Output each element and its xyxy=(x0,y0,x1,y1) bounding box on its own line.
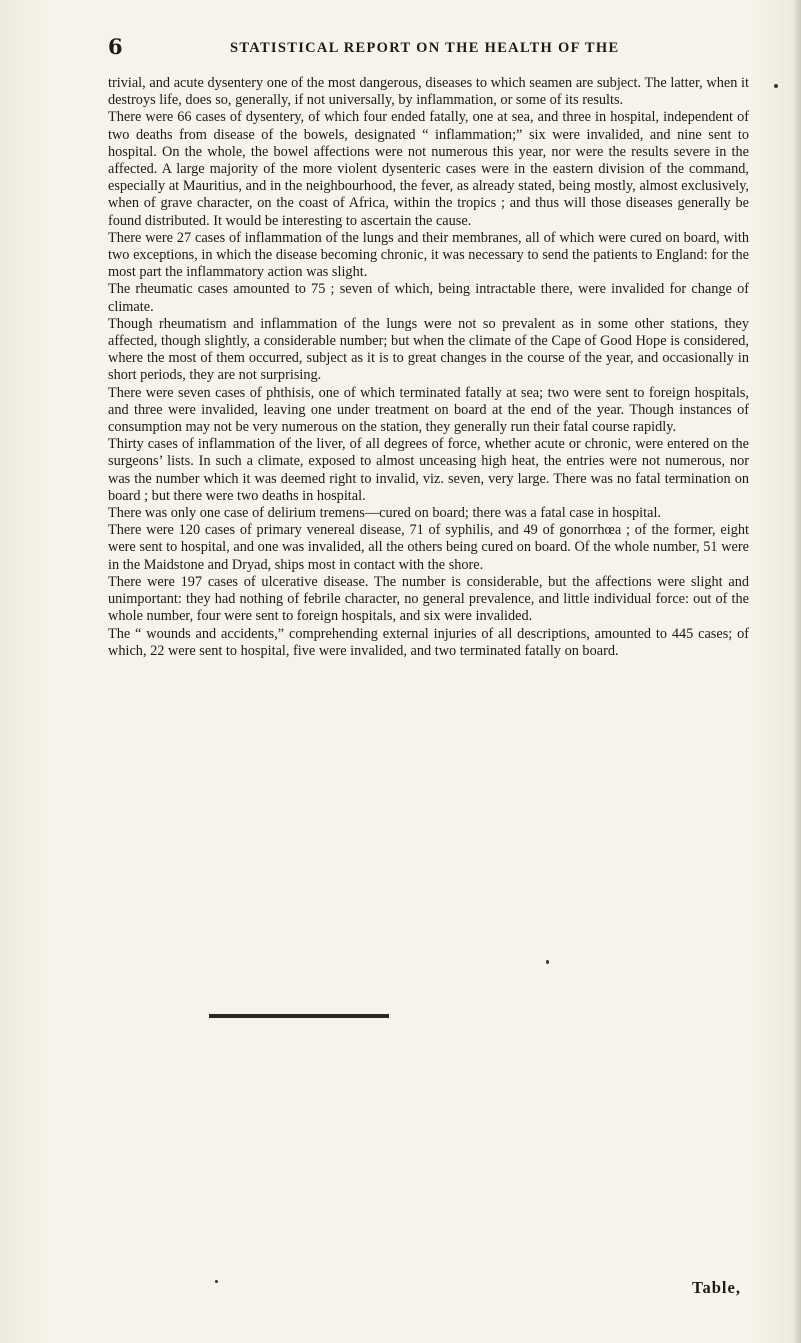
paragraph: There were 27 cases of inflammation of the lungs and their membranes, all of which were cured on board, with two exceptions, in which the disease becoming chronic, it was necessary to send the patients to England: for the most part the inflammatory action was slight. xyxy=(108,229,749,281)
paragraph: The “ wounds and accidents,” comprehending external injuries of all descriptions, amounted to 445 cases; of which, 22 were sent to hospital, five were invalided, and two terminated fatally on board. xyxy=(108,625,749,659)
paragraph: There were 66 cases of dysentery, of which four ended fatally, one at sea, and three in hospital, independent of two deaths from disease of the bowels, designated “ inflammation;” six were invalided, and nine sent to hospital. On the whole, the bowel affections were not numerous this year, nor were the results severe in the affected. A large majority of the more violent dysenteric cases were in the eastern division of the command, especially at Mauritius, and in the neighbourhood, the fever, as already stated, being mostly, almost exclusively, when of grave character, on the coast of Africa, within the tropics ; and thus will those diseases generally be found distributed. It would be interesting to ascertain the cause. xyxy=(108,109,749,229)
ink-speck xyxy=(546,960,549,964)
ink-speck xyxy=(774,84,778,88)
page-number: 6 xyxy=(108,34,123,59)
paragraph: There was only one case of delirium tremens—cured on board; there was a fatal case in hospital. xyxy=(108,505,662,522)
paragraph: There were 197 cases of ulcerative disease. The number is considerable, but the affections were slight and unimportant: they had nothing of febrile character, no general prevalence, and little individual force: out of the whole number, four were sent to foreign hospitals, and six were invalided. xyxy=(108,573,749,625)
paragraph: There were seven cases of phthisis, one of which terminated fatally at sea; two were sent to foreign hospitals, and three were invalided, leaving one under treatment on board at the end of the year. Though instances of consumption may not be very numerous on the station, they generally run their fatal course rapidly. xyxy=(108,384,749,436)
paragraph: Though rheumatism and inflammation of the lungs were not so prevalent as in some other stations, they affected, though slightly, a considerable number; but when the climate of the Cape of Good Hope is considered, where the most of them occurred, subject as it is to great changes in the course of the year, and occasionally in short periods, they are not surprising. xyxy=(108,315,749,384)
paragraph: Thirty cases of inflammation of the liver, of all degrees of force, whether acute or chronic, were entered on the surgeons’ lists. In such a climate, exposed to almost unceasing high heat, the entries were not numerous, nor was the number which it was deemed right to invalid, viz. seven, very large. There was no fatal termination on board ; but there were two deaths in hospital. xyxy=(108,436,749,504)
paragraph: There were 120 cases of primary venereal disease, 71 of syphilis, and 49 of gonorrhœa ; of the former, eight were sent to hospital, and one was invalided, all the others being cured on board. Of the whole number, 51 were in the Maidstone and Dryad, ships most in contact with the shore. xyxy=(108,522,749,573)
ink-speck xyxy=(215,1280,218,1283)
section-divider-rule xyxy=(209,1014,389,1018)
paragraph: trivial, and acute dysentery one of the most dangerous, diseases to which seamen are subject. The latter, when it destroys life, does so, generally, if not universally, by inflammation, or some of its results. xyxy=(108,75,749,109)
paragraph: The rheumatic cases amounted to 75 ; seven of which, being intractable there, were invalided for change of climate. xyxy=(108,281,749,315)
page-header xyxy=(108,34,748,58)
catchword: Table, xyxy=(692,1278,741,1297)
body-text xyxy=(108,75,749,660)
page-edge-shadow xyxy=(793,0,801,1343)
running-head: STATISTICAL REPORT ON THE HEALTH OF THE xyxy=(230,40,620,56)
